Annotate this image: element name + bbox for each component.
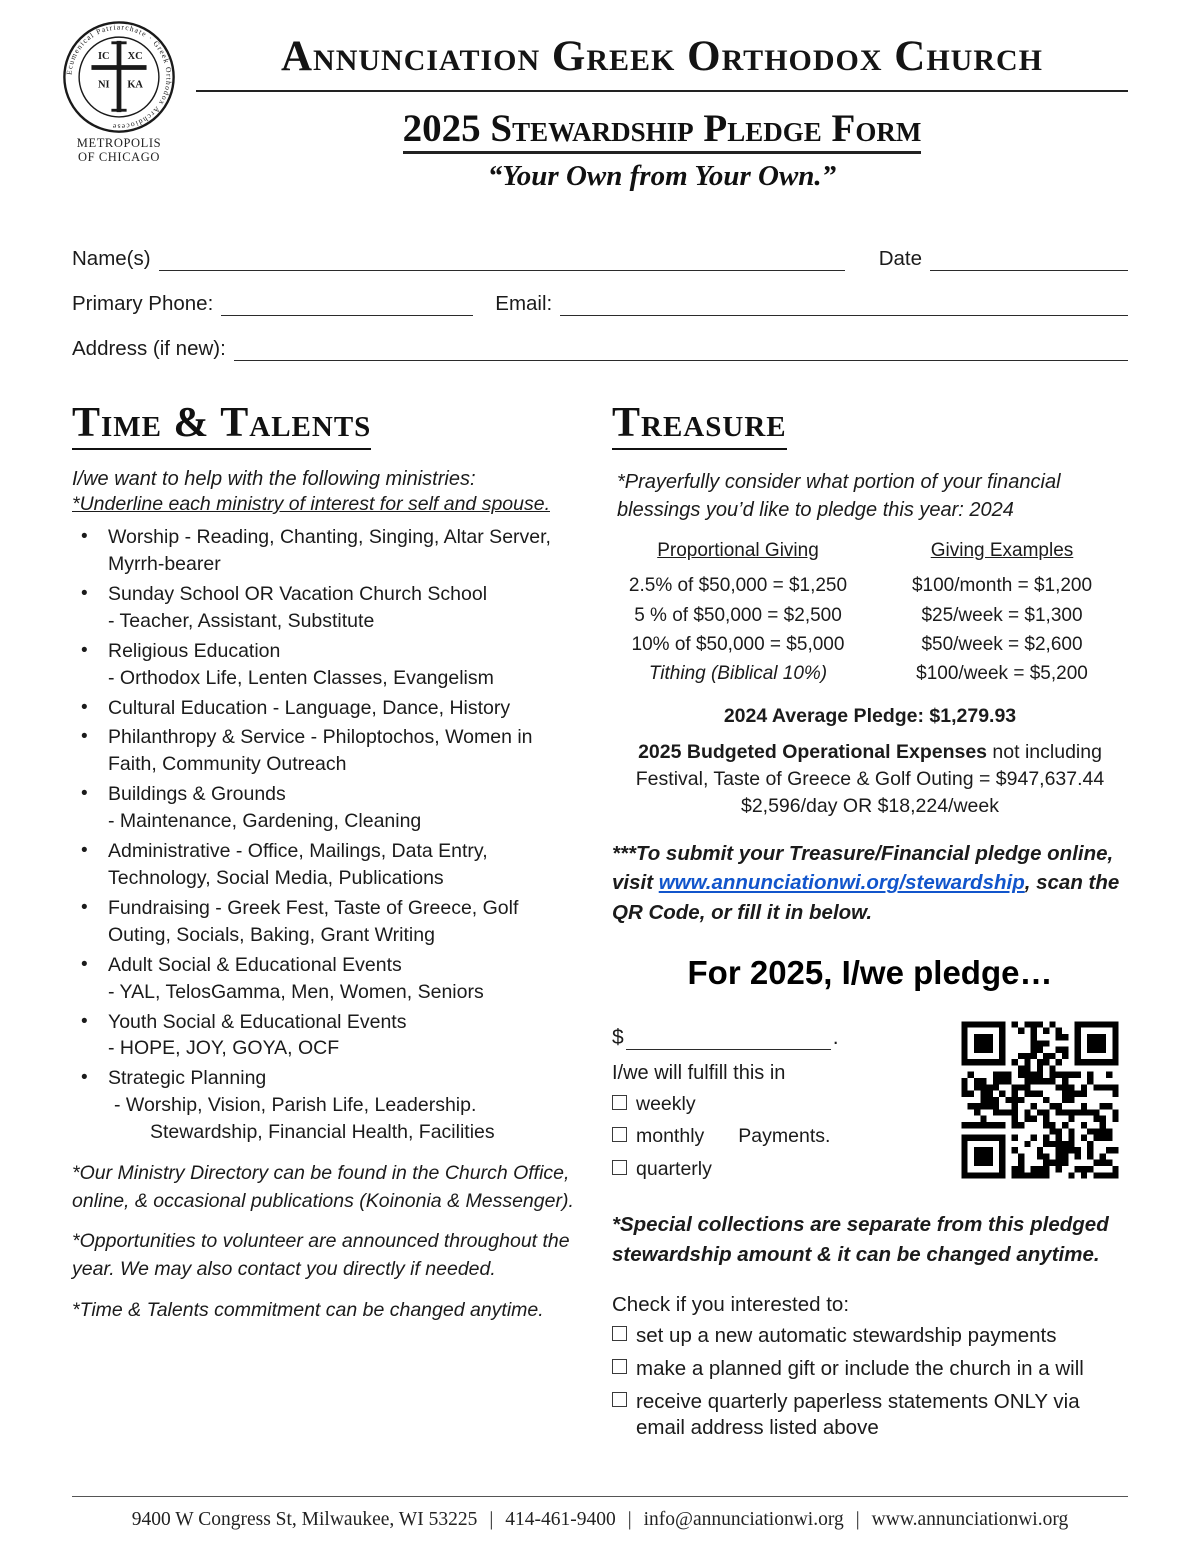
note-ministry-directory: *Our Ministry Directory can be found in the Church Office, online, & occasional publications (Koinonia & Messenger). — [72, 1162, 574, 1212]
seal-ka-label: KA — [127, 79, 143, 91]
qr-code — [952, 1012, 1128, 1188]
phone-email-row — [72, 292, 1128, 316]
giving-cell: 2.5% of $50,000 = $1,250 — [628, 575, 848, 597]
form-title-text: 2025 Stewardship Pledge Form — [403, 107, 922, 154]
pledge-area — [612, 1012, 1128, 1188]
metropolis-line2: OF CHICAGO — [77, 150, 161, 165]
tagline: “Your Own from Your Own.” — [487, 160, 837, 192]
church-name: Annunciation Greek Orthodox Church — [196, 32, 1128, 92]
auto-payments-option — [612, 1323, 1128, 1350]
header-titles — [196, 32, 1128, 193]
online-note-text: , scan the QR Code, or fill it in below. — [612, 871, 1120, 925]
treasure-section — [612, 401, 1128, 1442]
ministry-label: • Fundraising - Greek Fest, Taste of Greece, Golf Outing, Socials, Baking, Grant Writing — [108, 896, 519, 946]
quarterly-option — [612, 1157, 940, 1182]
monthly-label: monthly — [636, 1125, 705, 1148]
footer-website: www.annunciationwi.org — [871, 1509, 1069, 1530]
giving-examples-header: Giving Examples — [930, 540, 1074, 562]
giving-cell-tithing: Tithing (Biblical 10%) — [648, 663, 828, 685]
ministry-item-worship — [72, 524, 582, 578]
form-title — [196, 106, 1128, 151]
ministry-item-religious-education — [72, 638, 582, 692]
giving-cell: 10% of $50,000 = $5,000 — [631, 633, 845, 655]
budget-paragraph — [612, 739, 1128, 821]
name-date-row — [72, 247, 1128, 271]
seal-xc-label: XC — [127, 50, 143, 62]
budget-detail: not including Festival, Taste of Greece & Golf Outing = $947,637.44 — [635, 740, 1105, 791]
church-seal-icon — [62, 20, 176, 134]
quarterly-checkbox[interactable] — [612, 1160, 627, 1175]
dollar-sign: $ — [612, 1025, 624, 1049]
online-note-text: ***To submit your Treasure/Financial pledge online, visit — [612, 841, 1114, 895]
ministry-item-administrative — [72, 838, 582, 892]
pledge-period: . — [832, 1025, 839, 1049]
metropolis-line1: METROPOLIS — [76, 136, 162, 150]
address-label: Address (if new): — [72, 337, 226, 360]
ministry-item-youth-social — [72, 1009, 582, 1063]
ministry-label: • Philanthropy & Service - Philoptochos, Women in Faith, Community Outreach — [108, 726, 533, 776]
ministry-sublabel: - Orthodox Life, Lenten Classes, Evangelism — [108, 666, 494, 689]
metropolis-caption — [50, 136, 188, 165]
treasure-title: Treasure — [612, 401, 787, 450]
ministry-label: • Adult Social & Educational Events — [108, 953, 402, 976]
interest-title: Check if you interested to: — [612, 1293, 850, 1317]
giving-table — [616, 540, 1124, 689]
weekly-label: weekly — [636, 1092, 696, 1115]
time-talents-intro: I/we want to help with the following ministries: — [72, 468, 476, 491]
giving-cell: $100/week = $5,200 — [916, 663, 1088, 685]
seal-ic-label: IC — [97, 50, 110, 62]
ministry-sublabel: - Maintenance, Gardening, Cleaning — [108, 810, 422, 833]
date-label: Date — [878, 247, 922, 270]
note-volunteer: *Opportunities to volunteer are announced throughout the year. We may also contact you directly if needed. — [72, 1230, 570, 1281]
paperless-option — [612, 1389, 1128, 1442]
ministry-label: • Youth Social & Educational Events — [108, 1010, 407, 1033]
quarterly-label: quarterly — [636, 1157, 712, 1180]
footer-separator: | — [855, 1509, 860, 1530]
footer-phone: 414-461-9400 — [505, 1509, 616, 1530]
ministry-sublabel: Stewardship, Financial Health, Facilities — [150, 1121, 495, 1144]
ministry-item-strategic-planning — [72, 1065, 582, 1146]
planned-gift-checkbox[interactable] — [612, 1359, 627, 1374]
time-talents-title: Time & Talents — [72, 401, 371, 450]
time-talents-section — [72, 401, 582, 1324]
ministry-label: • Administrative - Office, Mailings, Data Entry, Technology, Social Media, Publications — [108, 840, 488, 889]
seal-ring-text: Ecumenical Patriarchate · Greek Orthodox Archdiocese — [64, 22, 174, 132]
auto-payments-checkbox[interactable] — [612, 1326, 627, 1341]
footer-email: info@annunciationwi.org — [643, 1509, 844, 1530]
email-label: Email: — [495, 292, 553, 315]
average-pledge: 2024 Average Pledge: $1,279.93 — [723, 704, 1017, 727]
time-talents-notes — [72, 1160, 582, 1324]
name-input-line[interactable] — [159, 247, 845, 271]
time-talents-instruction: *Underline each ministry of interest for self and spouse. — [72, 493, 550, 516]
online-pledge-note — [612, 839, 1128, 928]
footer-address: 9400 W Congress St, Milwaukee, WI 53225 — [131, 1509, 478, 1530]
giving-cell: $25/week = $1,300 — [921, 604, 1083, 626]
address-row — [72, 337, 1128, 361]
pledge-heading: For 2025, I/we pledge… — [687, 953, 1053, 991]
giving-cell: 5 % of $50,000 = $2,500 — [634, 604, 842, 626]
weekly-option — [612, 1092, 940, 1117]
main-columns — [72, 401, 1128, 1442]
ministry-label: • Worship - Reading, Chanting, Singing, Altar Server, Myrrh-bearer — [108, 526, 551, 575]
ministry-item-philanthropy — [72, 724, 582, 778]
header — [0, 0, 1200, 193]
ministry-item-adult-social — [72, 952, 582, 1006]
paperless-checkbox[interactable] — [612, 1392, 627, 1407]
note-commitment: *Time & Talents commitment can be changed anytime. — [72, 1298, 544, 1321]
ministry-sublabel: - Teacher, Assistant, Substitute — [108, 609, 375, 632]
phone-input-line[interactable] — [221, 292, 473, 316]
email-input-line[interactable] — [560, 292, 1128, 316]
ministry-sublabel: - Worship, Vision, Parish Life, Leadership. — [114, 1094, 477, 1117]
phone-label: Primary Phone: — [72, 292, 214, 315]
ministry-label: • Strategic Planning — [108, 1067, 267, 1090]
ministry-label: • Sunday School OR Vacation Church School — [108, 582, 488, 605]
budget-title: 2025 Budgeted Operational Expenses — [638, 740, 988, 763]
special-collections-note: *Special collections are separate from this pledged stewardship amount & it can be changed anytime. — [612, 1212, 1109, 1266]
paperless-label: receive quarterly paperless statements ONLY via email address listed above — [636, 1389, 1080, 1440]
church-logo — [50, 20, 188, 165]
proportional-giving-header: Proportional Giving — [657, 540, 819, 562]
fulfill-label: I/we will fulfill this in — [612, 1061, 786, 1084]
ministry-sublabel: - HOPE, JOY, GOYA, OCF — [108, 1037, 340, 1060]
pledge-inputs — [612, 1012, 940, 1188]
address-input-line[interactable] — [234, 337, 1128, 361]
payments-label: Payments. — [738, 1125, 831, 1148]
treasure-intro: *Prayerfully consider what portion of your financial blessings you’d like to pledge this year: 2024 — [617, 471, 1061, 522]
footer — [72, 1496, 1128, 1531]
giving-cell: $100/month = $1,200 — [911, 575, 1093, 597]
interest-section — [612, 1293, 1128, 1442]
monthly-checkbox[interactable] — [612, 1127, 627, 1142]
name-label: Name(s) — [72, 247, 151, 270]
ministry-item-sunday-school — [72, 581, 582, 635]
ministries-list — [72, 524, 582, 1146]
giving-cell: $50/week = $2,600 — [921, 633, 1083, 655]
ministry-label: • Cultural Education - Language, Dance, History — [108, 696, 511, 719]
footer-separator: | — [489, 1509, 494, 1530]
stewardship-link[interactable]: www.annunciationwi.org/stewardship — [658, 871, 1025, 895]
ministry-label: • Buildings & Grounds — [108, 783, 286, 806]
ministry-item-fundraising — [72, 895, 582, 949]
footer-separator: | — [627, 1509, 632, 1530]
pledge-amount-line[interactable] — [626, 1026, 831, 1050]
planned-gift-option — [612, 1356, 1128, 1383]
budget-daily: $2,596/day OR $18,224/week — [740, 795, 999, 818]
date-input-line[interactable] — [930, 247, 1128, 271]
monthly-option — [612, 1124, 940, 1149]
ministry-label: • Religious Education — [108, 639, 281, 662]
ministry-item-buildings-grounds — [72, 781, 582, 835]
ministry-sublabel: - YAL, TelosGamma, Men, Women, Seniors — [108, 980, 484, 1003]
contact-fields — [72, 247, 1128, 361]
auto-payments-label: set up a new automatic stewardship payments — [636, 1324, 1057, 1348]
weekly-checkbox[interactable] — [612, 1095, 627, 1110]
planned-gift-label: make a planned gift or include the church in a will — [636, 1356, 1084, 1380]
ministry-item-cultural-education — [72, 695, 582, 722]
pledge-amount-row — [612, 1026, 940, 1050]
seal-ni-label: NI — [97, 79, 110, 91]
